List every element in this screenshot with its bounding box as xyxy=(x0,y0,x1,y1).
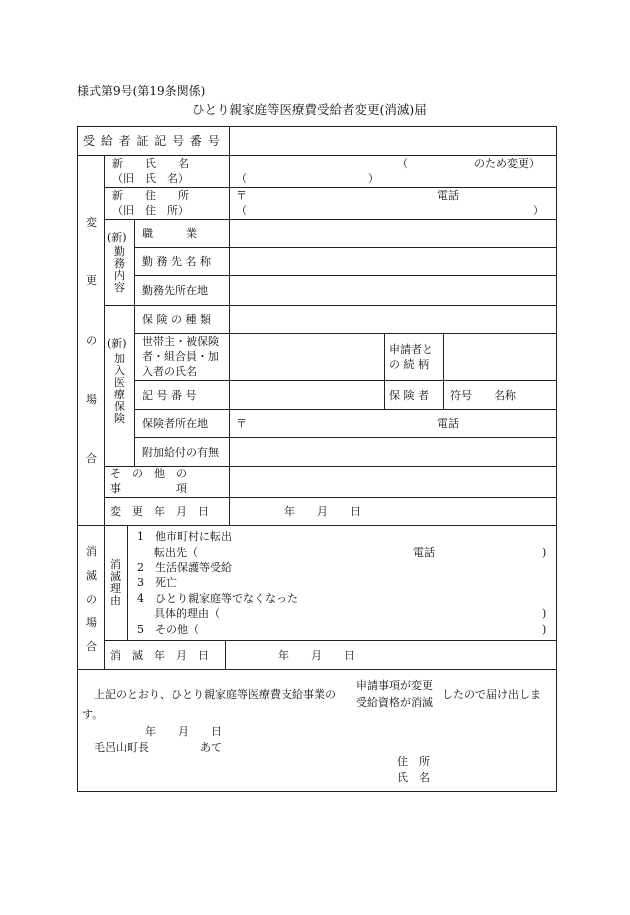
insurer-label: 保 険 者 xyxy=(389,389,429,402)
change-date-label: 変 更 年 月 日 xyxy=(110,505,209,518)
declaration-option-change[interactable]: 申請事項が変更 xyxy=(356,679,433,692)
reason-5-close-paren: ) xyxy=(542,623,547,636)
insurer-phone-label: 電話 xyxy=(437,417,459,430)
work-group-paren: (新) xyxy=(107,231,127,244)
reason-4-close-paren: ) xyxy=(542,607,547,620)
additional-benefit-label: 附加給付の有無 xyxy=(142,446,219,459)
occupation-label: 職 業 xyxy=(142,227,197,240)
insurer-code-name-label: 符号 名称 xyxy=(450,389,516,402)
reason-4-no-longer-eligible[interactable]: 4 ひとり親家庭等でなくなった xyxy=(137,592,298,605)
cert-number-label: 受 給 者 証 記 号 番 号 xyxy=(83,134,221,148)
employer-name-label: 勤 務 先 名 称 xyxy=(142,255,211,268)
reason-1-phone-label: 電話 xyxy=(413,546,435,559)
addressee-suffix: あて xyxy=(200,741,222,754)
insurance-group-paren: (新) xyxy=(107,337,127,350)
extinction-date-label: 消 滅 年 月 日 xyxy=(110,649,209,662)
page-title: ひとり親家庭等医療費受給者変更(消滅)届 xyxy=(192,102,427,117)
applicant-address-label: 住 所 xyxy=(397,755,430,768)
reason-1-destination-field[interactable]: 転出先（ xyxy=(154,546,198,559)
form-number: 様式第9号(第19条関係) xyxy=(77,84,206,98)
declaration-text: 上記のとおり、ひとり親家庭等医療費支給事業の xyxy=(94,688,336,701)
reason-2-welfare[interactable]: 2 生活保護等受給 xyxy=(137,561,232,574)
applicant-name-label: 氏 名 xyxy=(397,771,430,784)
cert-number-field[interactable] xyxy=(232,129,554,153)
new-name-label: 新 氏 名 xyxy=(112,157,189,170)
declaration-text-after: したので届け出しま xyxy=(442,688,541,701)
symbol-number-label: 記 号 番 号 xyxy=(142,389,197,402)
reason-4-specific-field[interactable]: 具体的理由（ xyxy=(154,607,220,620)
employer-address-label: 勤務先所在地 xyxy=(142,284,208,297)
addressee: 毛呂山町長 xyxy=(94,741,149,754)
insurer-address-label: 保険者所在地 xyxy=(142,417,208,430)
declaration-option-extinction[interactable]: 受給資格が消滅 xyxy=(356,696,433,709)
reason-5-other-field[interactable]: 5 その他（ xyxy=(137,623,199,636)
insurer-postal-mark: 〒 xyxy=(236,417,247,430)
reason-1-close-paren: ) xyxy=(542,546,547,559)
new-address-label: 新 住 所 xyxy=(112,189,189,202)
reason-1-move-out[interactable]: 1 他市町村に転出 xyxy=(137,530,232,543)
extinction-date-field[interactable]: 年 月 日 xyxy=(278,649,355,662)
change-date-field[interactable]: 年 月 日 xyxy=(284,505,361,518)
old-address-label: （旧 住 所） xyxy=(112,204,189,217)
old-address-field[interactable]: （ ） xyxy=(236,204,544,217)
name-change-reason-field[interactable]: （ のため変更） xyxy=(397,157,540,170)
address-postal-mark: 〒 xyxy=(236,189,247,202)
declaration-date-field[interactable]: 年 月 日 xyxy=(145,725,222,738)
address-phone-label: 電話 xyxy=(437,189,459,202)
old-name-label: （旧 氏 名） xyxy=(112,172,189,185)
reason-3-death[interactable]: 3 死亡 xyxy=(137,576,177,589)
declaration-text-end: す。 xyxy=(82,708,104,721)
insurance-type-label: 保 険 の 種 類 xyxy=(142,313,211,326)
old-name-field[interactable]: （ ） xyxy=(236,172,379,185)
